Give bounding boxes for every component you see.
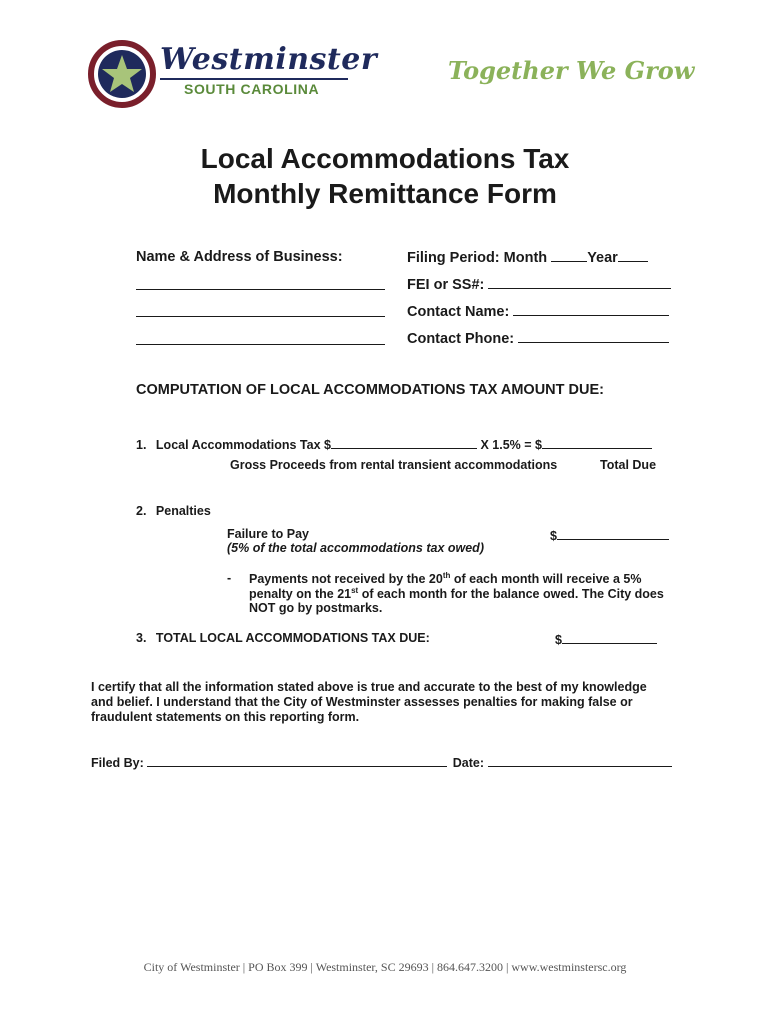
item2-row — [136, 504, 211, 518]
contact-phone-label: Contact Phone: — [407, 331, 515, 347]
item3-number: 3. — [136, 631, 147, 645]
payments-note-line2 — [249, 586, 664, 601]
penalty-amount-row — [550, 527, 669, 543]
logo-state: SOUTH CAROLINA — [184, 81, 320, 97]
filing-period-row — [407, 249, 648, 266]
address-line-1[interactable] — [136, 289, 385, 290]
logo-divider — [160, 78, 348, 80]
payments-note-text-2: of each month will receive a 5% — [450, 572, 642, 587]
star-seal-icon — [88, 40, 156, 108]
contact-name-field[interactable] — [513, 303, 669, 316]
penalty-note-text: penalty on the 21 — [249, 587, 352, 602]
payments-note-text: Payments not received by the 20 — [249, 572, 443, 587]
payments-note-line3: NOT go by postmarks. — [249, 601, 383, 615]
total-tax-due-field[interactable] — [562, 631, 657, 644]
fei-label: FEI or SS#: — [407, 277, 485, 293]
year-label: Year — [587, 250, 618, 266]
item1-label: Local Accommodations Tax $ — [155, 438, 331, 452]
date-field[interactable] — [488, 754, 672, 767]
penalty-note-sup: st — [351, 586, 359, 595]
item1-number: 1. — [136, 438, 147, 452]
total-due-field[interactable] — [542, 436, 652, 449]
name-address-label: Name & Address of Business: — [136, 249, 343, 265]
penalty-amount-field[interactable] — [557, 527, 669, 540]
bullet-dash: - — [227, 571, 232, 585]
filed-by-label: Filed By: — [91, 756, 144, 770]
certification-line3: fraudulent statements on this reporting form. — [91, 710, 360, 724]
failure-to-pay-label: Failure to Pay — [227, 527, 309, 541]
item1-rate: X 1.5% = $ — [480, 438, 542, 452]
total-due-caption: Total Due — [600, 458, 657, 472]
contact-phone-row — [407, 330, 669, 347]
item3-label: TOTAL LOCAL ACCOMMODATIONS TAX DUE: — [155, 631, 430, 645]
contact-name-row — [407, 303, 669, 320]
payments-note-sup: th — [442, 571, 451, 580]
address-line-2[interactable] — [136, 316, 385, 317]
penalty-dollar-sign: $ — [550, 529, 557, 543]
failure-note: (5% of the total accommodations tax owed) — [227, 541, 484, 555]
gross-proceeds-caption: Gross Proceeds from rental transient accommodations — [230, 458, 558, 472]
slogan: Together We Grow — [448, 56, 695, 85]
certification-line2: and belief. I understand that the City of Westminster assesses penalties for making false or — [91, 695, 633, 709]
westminster-logo — [88, 40, 378, 108]
item3-row — [136, 631, 430, 645]
computation-heading: COMPUTATION OF LOCAL ACCOMMODATIONS TAX AMOUNT DUE: — [136, 382, 604, 398]
contact-name-label: Contact Name: — [407, 304, 510, 320]
filed-by-row — [91, 754, 672, 770]
logo-name: Westminster — [160, 42, 378, 77]
address-line-3[interactable] — [136, 344, 385, 345]
item1-row — [136, 436, 652, 452]
form-title-line1: Local Accommodations Tax — [200, 143, 570, 174]
date-label: Date: — [452, 756, 485, 770]
penalty-note-text-2: of each month for the balance owed. The City does — [358, 587, 664, 602]
item2-label: Penalties — [155, 504, 211, 518]
total-tax-dollar-sign: $ — [555, 633, 562, 647]
year-field[interactable] — [618, 249, 648, 262]
contact-phone-field[interactable] — [518, 330, 669, 343]
fei-field[interactable] — [488, 276, 671, 289]
certification-line1: I certify that all the information stated above is true and accurate to the best of my knowledge — [91, 680, 647, 694]
month-field[interactable] — [551, 249, 587, 262]
filed-by-field[interactable] — [147, 754, 447, 767]
payments-note-line1 — [249, 571, 641, 586]
fei-row — [407, 276, 671, 293]
filing-period-label: Filing Period: Month — [407, 250, 548, 266]
footer-contact: City of Westminster | PO Box 399 | Westminster, SC 29693 | 864.647.3200 | www.westminstersc.org — [143, 960, 627, 974]
item2-number: 2. — [136, 504, 147, 518]
form-title-line2: Monthly Remittance Form — [213, 178, 557, 209]
gross-proceeds-field[interactable] — [331, 436, 477, 449]
total-tax-due-row — [555, 631, 657, 647]
